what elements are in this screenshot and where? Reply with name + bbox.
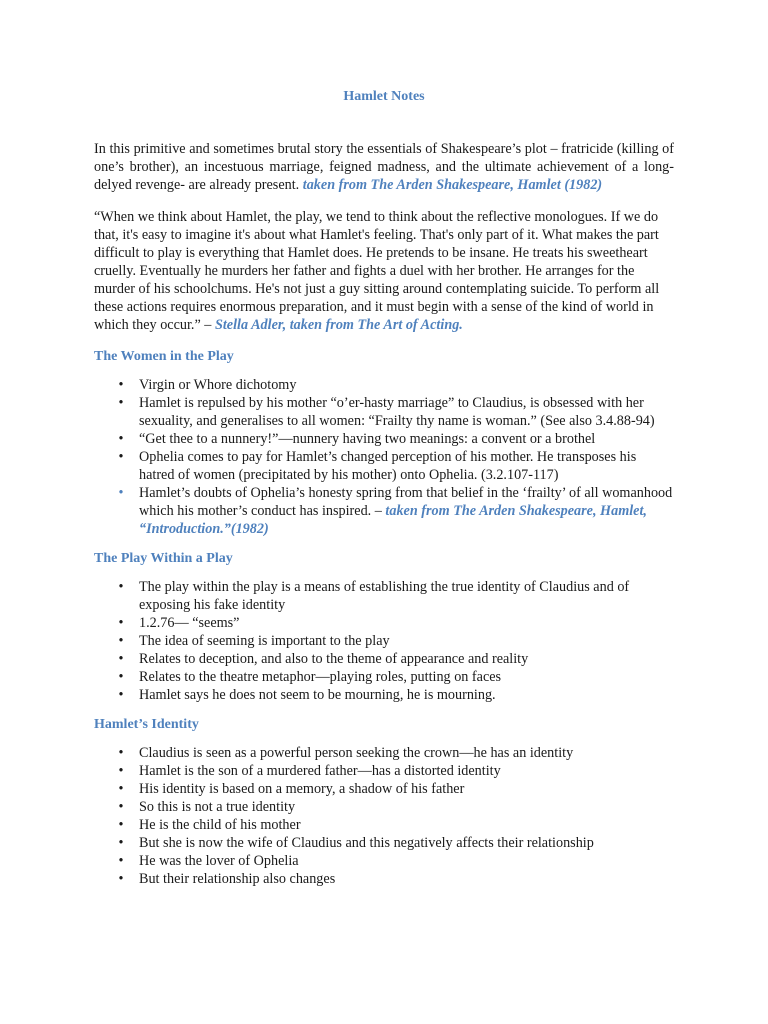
list-item — [94, 632, 674, 650]
bullet-icon: • — [118, 633, 124, 649]
list-item — [94, 430, 674, 448]
bullet-list-women — [94, 376, 674, 538]
list-item-text: His identity is based on a memory, a shadow of his father — [139, 781, 465, 797]
list-item — [94, 484, 674, 538]
list-item — [94, 780, 674, 798]
bullet-icon: • — [118, 485, 124, 501]
list-item-text: But their relationship also changes — [139, 871, 336, 887]
list-item-text: Hamlet says he does not seem to be mourning, he is mourning. — [139, 687, 496, 703]
list-item-text: Relates to the theatre metaphor—playing roles, putting on faces — [139, 669, 502, 685]
list-item-text: Claudius is seen as a powerful person seeking the crown—he has an identity — [139, 745, 574, 761]
list-item — [94, 870, 674, 888]
bullet-icon: • — [118, 745, 124, 761]
bullet-icon: • — [118, 763, 124, 779]
bullet-icon: • — [118, 817, 124, 833]
list-item — [94, 376, 674, 394]
bullet-list-play-within — [94, 578, 674, 704]
list-item-text: 1.2.76— “seems” — [139, 615, 240, 631]
list-item-text: Relates to deception, and also to the theme of appearance and reality — [139, 651, 529, 667]
bullet-icon: • — [118, 431, 124, 447]
list-item-text: Hamlet is the son of a murdered father—has a distorted identity — [139, 763, 501, 779]
bullet-icon: • — [118, 871, 124, 887]
intro-citation: taken from The Arden Shakespeare, Hamlet (1982) — [302, 177, 603, 193]
list-item-text: Hamlet is repulsed by his mother “o’er-hasty marriage” to Claudius, is obsessed with her sexuality, and generalises to all women: “Frailty thy name is woman.” (See also 3.4.88-94) — [139, 395, 655, 429]
list-item — [94, 668, 674, 686]
quote-citation: Stella Adler, taken from The Art of Acting. — [214, 317, 463, 333]
bullet-icon: • — [118, 395, 124, 411]
list-item — [94, 798, 674, 816]
intro-text: In this primitive and sometimes brutal story the essentials of Shakespeare’s plot – fratricide (killing of one’s brother), an incestuous marriage, feigned madness, and the ultimate achievement of a long-delyed revenge- are already present. — [94, 141, 674, 193]
document-title: Hamlet Notes — [343, 89, 425, 104]
bullet-list-identity — [94, 744, 674, 888]
list-item-text: So this is not a true identity — [139, 799, 296, 815]
list-item — [94, 448, 674, 484]
bullet-icon: • — [118, 377, 124, 393]
list-item — [94, 578, 674, 614]
list-item — [94, 834, 674, 852]
bullet-icon: • — [118, 799, 124, 815]
list-item-text: “Get thee to a nunnery!”—nunnery having two meanings: a convent or a brothel — [139, 431, 596, 447]
bullet-icon: • — [118, 835, 124, 851]
list-item — [94, 762, 674, 780]
bullet-icon: • — [118, 579, 124, 595]
section-heading-women: The Women in the Play — [94, 349, 234, 364]
list-item-citation: taken from The Arden Shakespeare, Hamlet, “Introduction.”(1982) — [139, 503, 647, 537]
bullet-icon: • — [118, 669, 124, 685]
list-item — [94, 852, 674, 870]
bullet-icon: • — [118, 687, 124, 703]
list-item — [94, 394, 674, 430]
list-item-text: He is the child of his mother — [139, 817, 301, 833]
list-item-text: Hamlet’s doubts of Ophelia’s honesty spring from that belief in the ‘frailty’ of all womanhood which his mother’s conduct has inspired. – — [139, 485, 673, 519]
section-heading-identity: Hamlet’s Identity — [94, 717, 199, 732]
list-item-text: He was the lover of Ophelia — [139, 853, 299, 869]
list-item — [94, 614, 674, 632]
list-item-text: Virgin or Whore dichotomy — [139, 377, 297, 393]
quote-text: “When we think about Hamlet, the play, we tend to think about the reflective monologues. If we do that, it's easy to imagine it's about what Hamlet's feeling. That's only part of it. What makes the part difficult to play is everything that Hamlet does. He pretends to be insane. He treats his sweetheart cruelly. Eventually he murders her father and fights a duel with her brother. He arranges for the murder of his schoolchums. He's not just a guy sitting around contemplating suicide. To perform all these actions requires enormous preparation, and it must begin with a sense of the kind of world in which they occur.” – — [94, 209, 660, 333]
quote-paragraph — [94, 208, 674, 334]
list-item — [94, 686, 674, 704]
section-heading-play-within: The Play Within a Play — [94, 551, 233, 566]
bullet-icon: • — [118, 615, 124, 631]
list-item-text: The idea of seeming is important to the play — [139, 633, 390, 649]
bullet-icon: • — [118, 781, 124, 797]
list-item — [94, 744, 674, 762]
list-item-text: But she is now the wife of Claudius and this negatively affects their relationship — [139, 835, 594, 851]
bullet-icon: • — [118, 651, 124, 667]
bullet-icon: • — [118, 449, 124, 465]
list-item-text: The play within the play is a means of establishing the true identity of Claudius and of exposing his fake identity — [139, 579, 630, 613]
list-item — [94, 816, 674, 834]
list-item-text: Ophelia comes to pay for Hamlet’s changed perception of his mother. He transposes his hatred of women (precipitated by his mother) onto Ophelia. (3.2.107-117) — [139, 449, 637, 483]
intro-paragraph — [94, 140, 674, 194]
list-item — [94, 650, 674, 668]
bullet-icon: • — [118, 853, 124, 869]
